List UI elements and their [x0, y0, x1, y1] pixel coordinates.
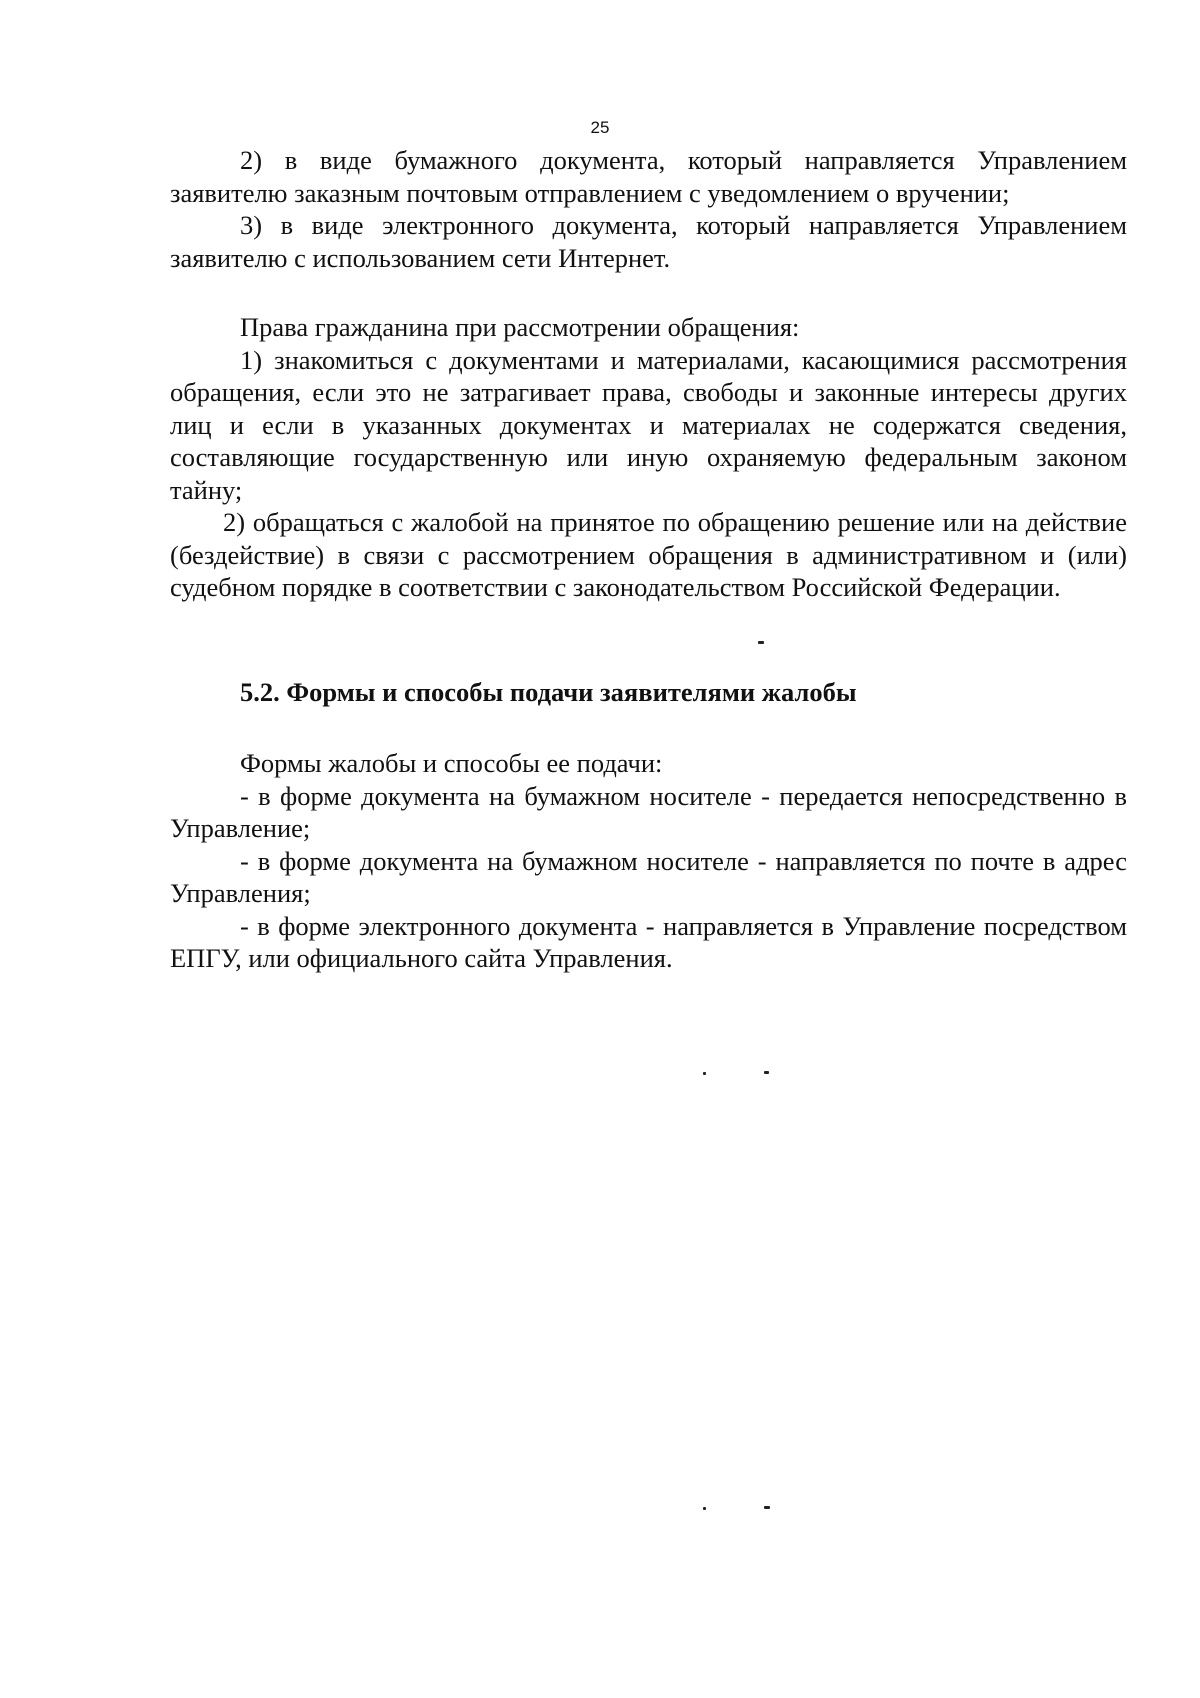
scan-speck [764, 1071, 769, 1074]
citizen-rights-item-2: 2) обращаться с жалобой на принятое по обращению решение или на действие (бездействие) в связи с рассмотрением обращения в административном и (или) судебном порядке в соответствии с законодательством Российской Федерации. [170, 507, 1127, 602]
scan-speck [764, 1506, 770, 1509]
complaint-form-item-3: - в форме электронного документа - направляется в Управление посредством ЕПГУ, или официального сайта Управления. [170, 910, 1127, 973]
section-heading: 5.2. Формы и способы подачи заявителями жалобы [240, 677, 857, 707]
citizen-rights-intro: Права гражданина при рассмотрении обращения: [240, 312, 800, 342]
delivery-option-electronic: 3) в виде электронного документа, который направляется Управлением заявителю с использованием сети Интернет. [170, 210, 1127, 273]
delivery-options-list [170, 144, 1127, 274]
delivery-option-paper: 2) в виде бумажного документа, который направляется Управлением заявителю заказным почтовым отправлением с уведомлением о вручении; [170, 145, 1127, 208]
complaint-form-item-1: - в форме документа на бумажном носителе - передается непосредственно в Управление; [170, 780, 1127, 843]
complaint-form-item-2: - в форме документа на бумажном носителе - направляется по почте в адрес Управления; [170, 845, 1127, 908]
citizen-rights-block [170, 311, 1127, 604]
complaint-forms-intro: Формы жалобы и способы ее подачи: [240, 748, 663, 778]
scan-speck [758, 641, 764, 644]
scan-speck [703, 1507, 706, 1510]
complaint-forms-block [170, 747, 1127, 975]
citizen-rights-item-1: 1) знакомиться с документами и материалами, касающимися рассмотрения обращения, если это не затрагивает права, свободы и законные интересы других лиц и если в указанных документах и материалах не содержатся сведения, составляющие государственную или иную охраняемую федеральным законом тайну; [170, 344, 1127, 505]
scan-speck [703, 1072, 706, 1075]
page-number: 25 [590, 118, 610, 137]
